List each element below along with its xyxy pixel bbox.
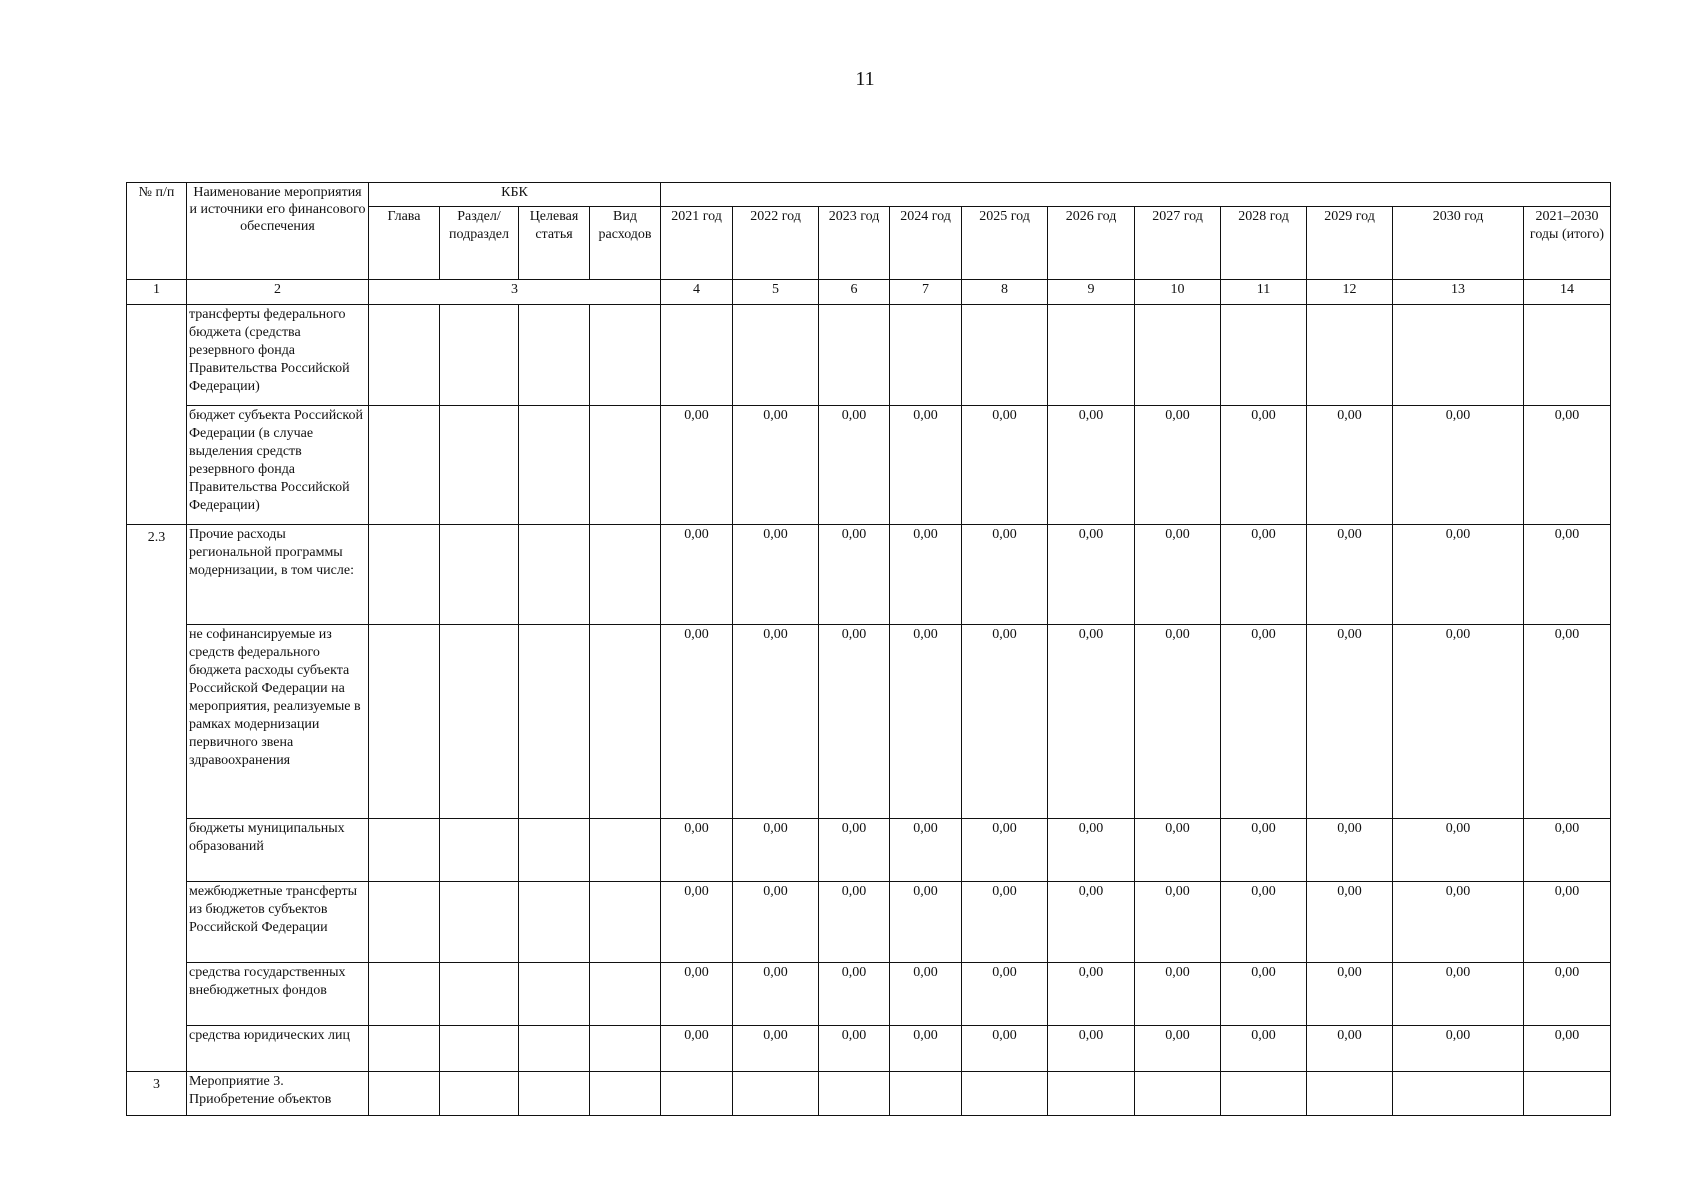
value-cell: 0,00 (1307, 819, 1393, 882)
header-name: Наименование мероприятия и источники его финансового обеспечения (187, 183, 369, 280)
value-cell: 0,00 (819, 406, 890, 525)
value-cell (819, 1072, 890, 1116)
value-cell: 0,00 (1393, 882, 1524, 963)
kbk-cell (590, 525, 661, 625)
value-cell: 0,00 (962, 525, 1048, 625)
value-cell: 0,00 (962, 1026, 1048, 1072)
value-cell: 0,00 (1524, 625, 1611, 819)
value-cell: 0,00 (1048, 882, 1135, 963)
value-cell: 0,00 (890, 819, 962, 882)
kbk-cell (519, 625, 590, 819)
value-cell: 0,00 (890, 406, 962, 525)
value-cell: 0,00 (1048, 1026, 1135, 1072)
index-row (127, 280, 1611, 305)
value-cell: 0,00 (733, 963, 819, 1026)
value-cell: 0,00 (1307, 1026, 1393, 1072)
value-cell: 0,00 (890, 625, 962, 819)
index-cell: 10 (1135, 280, 1221, 305)
kbk-cell (440, 819, 519, 882)
value-cell: 0,00 (733, 525, 819, 625)
value-cell (1307, 1072, 1393, 1116)
table-row (127, 819, 1611, 882)
kbk-cell (369, 882, 440, 963)
index-cell: 9 (1048, 280, 1135, 305)
value-cell: 0,00 (890, 882, 962, 963)
value-cell: 0,00 (1393, 625, 1524, 819)
row-name: не софинансируемые из средств федерального бюджета расходы субъекта Российской Федерации на мероприятия, реализуемые в рамках модернизации первичного звена здравоохранения (187, 625, 369, 819)
header-row-1 (127, 183, 1611, 207)
index-cell: 6 (819, 280, 890, 305)
value-cell: 0,00 (1524, 1026, 1611, 1072)
row-number: 3 (127, 1072, 187, 1116)
kbk-cell (369, 819, 440, 882)
kbk-cell (590, 305, 661, 406)
row-name: средства государственных внебюджетных фондов (187, 963, 369, 1026)
value-cell (1048, 1072, 1135, 1116)
value-cell: 0,00 (819, 625, 890, 819)
header-kbk-col: Глава (369, 207, 440, 280)
value-cell: 0,00 (962, 625, 1048, 819)
value-cell: 0,00 (1307, 882, 1393, 963)
value-cell: 0,00 (1524, 525, 1611, 625)
value-cell: 0,00 (1135, 963, 1221, 1026)
value-cell: 0,00 (962, 406, 1048, 525)
value-cell: 0,00 (1221, 963, 1307, 1026)
kbk-cell (590, 1026, 661, 1072)
value-cell: 0,00 (890, 963, 962, 1026)
value-cell: 0,00 (1135, 525, 1221, 625)
value-cell: 0,00 (733, 406, 819, 525)
value-cell: 0,00 (1393, 819, 1524, 882)
kbk-cell (590, 963, 661, 1026)
value-cell: 0,00 (733, 625, 819, 819)
kbk-cell (519, 963, 590, 1026)
header-year-col: 2023 год (819, 207, 890, 280)
kbk-cell (369, 625, 440, 819)
value-cell: 0,00 (661, 625, 733, 819)
kbk-cell (440, 882, 519, 963)
value-cell (890, 1072, 962, 1116)
value-cell: 0,00 (661, 963, 733, 1026)
value-cell (1221, 1072, 1307, 1116)
kbk-cell (590, 1072, 661, 1116)
header-years-group (661, 183, 1611, 207)
kbk-cell (590, 882, 661, 963)
row-number: 2.3 (127, 525, 187, 1072)
kbk-cell (519, 525, 590, 625)
header-year-col: 2030 год (1393, 207, 1524, 280)
kbk-cell (519, 406, 590, 525)
value-cell (1307, 305, 1393, 406)
header-kbk-col: Вид расходов (590, 207, 661, 280)
value-cell: 0,00 (661, 819, 733, 882)
table-row (127, 882, 1611, 963)
value-cell (890, 305, 962, 406)
value-cell: 0,00 (1135, 406, 1221, 525)
value-cell: 0,00 (733, 819, 819, 882)
value-cell: 0,00 (1524, 406, 1611, 525)
value-cell (1135, 1072, 1221, 1116)
table-row (127, 525, 1611, 625)
value-cell (1524, 1072, 1611, 1116)
value-cell: 0,00 (1048, 406, 1135, 525)
value-cell: 0,00 (1135, 625, 1221, 819)
value-cell (1048, 305, 1135, 406)
value-cell: 0,00 (1221, 525, 1307, 625)
header-year-col: 2027 год (1135, 207, 1221, 280)
value-cell: 0,00 (890, 525, 962, 625)
value-cell: 0,00 (819, 963, 890, 1026)
value-cell: 0,00 (962, 819, 1048, 882)
table-row (127, 305, 1611, 406)
kbk-cell (369, 305, 440, 406)
value-cell: 0,00 (1221, 1026, 1307, 1072)
header-kbk-col: Раздел/ подраздел (440, 207, 519, 280)
index-cell: 4 (661, 280, 733, 305)
index-cell: 12 (1307, 280, 1393, 305)
kbk-cell (590, 406, 661, 525)
value-cell: 0,00 (661, 882, 733, 963)
header-year-col: 2022 год (733, 207, 819, 280)
page-number: 11 (855, 68, 875, 90)
kbk-cell (369, 963, 440, 1026)
header-year-col: 2021–2030 годы (итого) (1524, 207, 1611, 280)
row-number (127, 305, 187, 525)
value-cell: 0,00 (661, 406, 733, 525)
kbk-cell (519, 882, 590, 963)
header-year-col: 2028 год (1221, 207, 1307, 280)
value-cell: 0,00 (1221, 882, 1307, 963)
row-name: трансферты федерального бюджета (средства резервного фонда Правительства Российской Федерации) (187, 305, 369, 406)
table-row (127, 1072, 1611, 1116)
table-row (127, 625, 1611, 819)
row-name: средства юридических лиц (187, 1026, 369, 1072)
row-name: бюджеты муниципальных образований (187, 819, 369, 882)
header-year-col: 2021 год (661, 207, 733, 280)
value-cell: 0,00 (1393, 406, 1524, 525)
header-year-col: 2026 год (1048, 207, 1135, 280)
row-name: Мероприятие 3. Приобретение объектов (187, 1072, 369, 1116)
value-cell: 0,00 (962, 963, 1048, 1026)
budget-table (126, 182, 1611, 1116)
kbk-cell (590, 819, 661, 882)
header-year-col: 2024 год (890, 207, 962, 280)
value-cell: 0,00 (819, 1026, 890, 1072)
value-cell: 0,00 (733, 882, 819, 963)
value-cell: 0,00 (962, 882, 1048, 963)
value-cell: 0,00 (661, 525, 733, 625)
kbk-cell (440, 1026, 519, 1072)
value-cell: 0,00 (1524, 963, 1611, 1026)
value-cell: 0,00 (890, 1026, 962, 1072)
value-cell: 0,00 (1307, 406, 1393, 525)
header-year-col: 2029 год (1307, 207, 1393, 280)
row-name: Прочие расходы региональной программы модернизации, в том числе: (187, 525, 369, 625)
value-cell (962, 1072, 1048, 1116)
index-cell: 7 (890, 280, 962, 305)
value-cell (1393, 1072, 1524, 1116)
value-cell: 0,00 (1135, 882, 1221, 963)
value-cell: 0,00 (1307, 625, 1393, 819)
index-cell: 8 (962, 280, 1048, 305)
value-cell: 0,00 (1221, 406, 1307, 525)
value-cell: 0,00 (1048, 963, 1135, 1026)
header-year-col: 2025 год (962, 207, 1048, 280)
value-cell (733, 305, 819, 406)
value-cell: 0,00 (1048, 819, 1135, 882)
value-cell: 0,00 (1393, 963, 1524, 1026)
kbk-cell (369, 1072, 440, 1116)
value-cell: 0,00 (1393, 1026, 1524, 1072)
value-cell: 0,00 (819, 882, 890, 963)
table-row (127, 406, 1611, 525)
value-cell (1393, 305, 1524, 406)
value-cell (661, 305, 733, 406)
index-cell: 3 (369, 280, 661, 305)
kbk-cell (519, 305, 590, 406)
value-cell: 0,00 (1524, 882, 1611, 963)
header-kbk: КБК (369, 183, 661, 207)
kbk-cell (519, 1072, 590, 1116)
value-cell (962, 305, 1048, 406)
kbk-cell (440, 406, 519, 525)
index-cell: 2 (187, 280, 369, 305)
value-cell: 0,00 (819, 525, 890, 625)
value-cell: 0,00 (1393, 525, 1524, 625)
kbk-cell (440, 305, 519, 406)
value-cell: 0,00 (1307, 963, 1393, 1026)
row-name: бюджет субъекта Российской Федерации (в случае выделения средств резервного фонда Правительства Российской Федерации) (187, 406, 369, 525)
value-cell: 0,00 (733, 1026, 819, 1072)
value-cell: 0,00 (1524, 819, 1611, 882)
table-row (127, 1026, 1611, 1072)
value-cell (819, 305, 890, 406)
index-cell: 13 (1393, 280, 1524, 305)
value-cell (661, 1072, 733, 1116)
value-cell: 0,00 (1048, 525, 1135, 625)
table-row (127, 963, 1611, 1026)
kbk-cell (519, 819, 590, 882)
index-cell: 5 (733, 280, 819, 305)
kbk-cell (440, 525, 519, 625)
value-cell: 0,00 (1221, 625, 1307, 819)
value-cell: 0,00 (1135, 819, 1221, 882)
header-num: № п/п (127, 183, 187, 280)
kbk-cell (519, 1026, 590, 1072)
kbk-cell (440, 963, 519, 1026)
value-cell (1524, 305, 1611, 406)
header-kbk-col: Целевая статья (519, 207, 590, 280)
value-cell: 0,00 (661, 1026, 733, 1072)
kbk-cell (440, 1072, 519, 1116)
kbk-cell (440, 625, 519, 819)
value-cell: 0,00 (1135, 1026, 1221, 1072)
kbk-cell (590, 625, 661, 819)
kbk-cell (369, 1026, 440, 1072)
row-name: межбюджетные трансферты из бюджетов субъектов Российской Федерации (187, 882, 369, 963)
value-cell (1221, 305, 1307, 406)
value-cell (733, 1072, 819, 1116)
kbk-cell (369, 525, 440, 625)
value-cell: 0,00 (819, 819, 890, 882)
value-cell: 0,00 (1221, 819, 1307, 882)
kbk-cell (369, 406, 440, 525)
index-cell: 11 (1221, 280, 1307, 305)
index-cell: 14 (1524, 280, 1611, 305)
value-cell: 0,00 (1307, 525, 1393, 625)
value-cell (1135, 305, 1221, 406)
index-cell: 1 (127, 280, 187, 305)
value-cell: 0,00 (1048, 625, 1135, 819)
